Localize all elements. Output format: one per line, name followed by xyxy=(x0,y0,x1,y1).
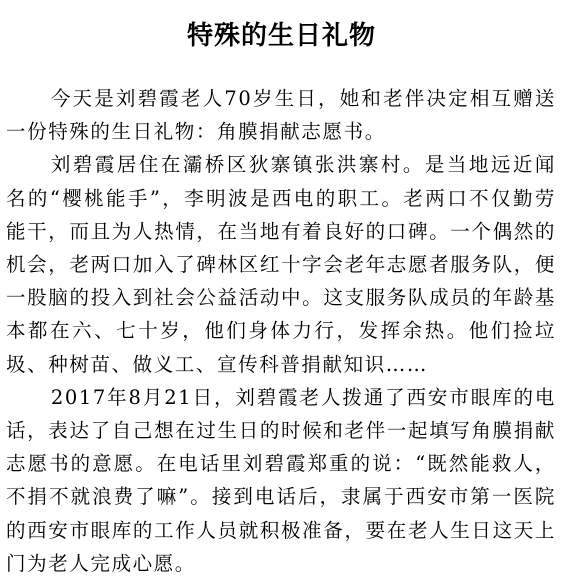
document-title: 特殊的生日礼物 xyxy=(186,21,376,51)
paragraph-background: 刘碧霞居住在灞桥区狄寨镇张洪寨村。是当地远近闻名的“樱桃能手”，李明波是西电的职工。老两口不仅勤劳能干，而且为人热情，在当地有着良好的口碑。一个偶然的机会，老两口加入了碑林区红十字会老年志愿者服务队，便一股脑的投入到社会公益活动中。这支服务队成员的年龄基本都在六、七十岁，他们身体力行，发挥余热。他们捡垃圾、种树苗、做义工、宣传科普捐献知识…… xyxy=(6,153,556,376)
document-body xyxy=(6,82,556,580)
paragraph-birthday-gift: 今天是刘碧霞老人70岁生日，她和老伴决定相互赠送一份特殊的生日礼物：角膜捐献志愿书。 xyxy=(6,87,556,144)
paragraph-phone-call: 2017年8月21日，刘碧霞老人拨通了西安市眼库的电话，表达了自己想在过生日的时候和老伴一起填写角膜捐献志愿书的意愿。在电话里刘碧霞郑重的说：“既然能救人，不捐不就浪费了嘛”。接到电话后，隶属于西安市第一医院的西安市眼库的工作人员就积极准备，要在老人生日这天上门为老人完成心愿。 xyxy=(6,385,556,575)
